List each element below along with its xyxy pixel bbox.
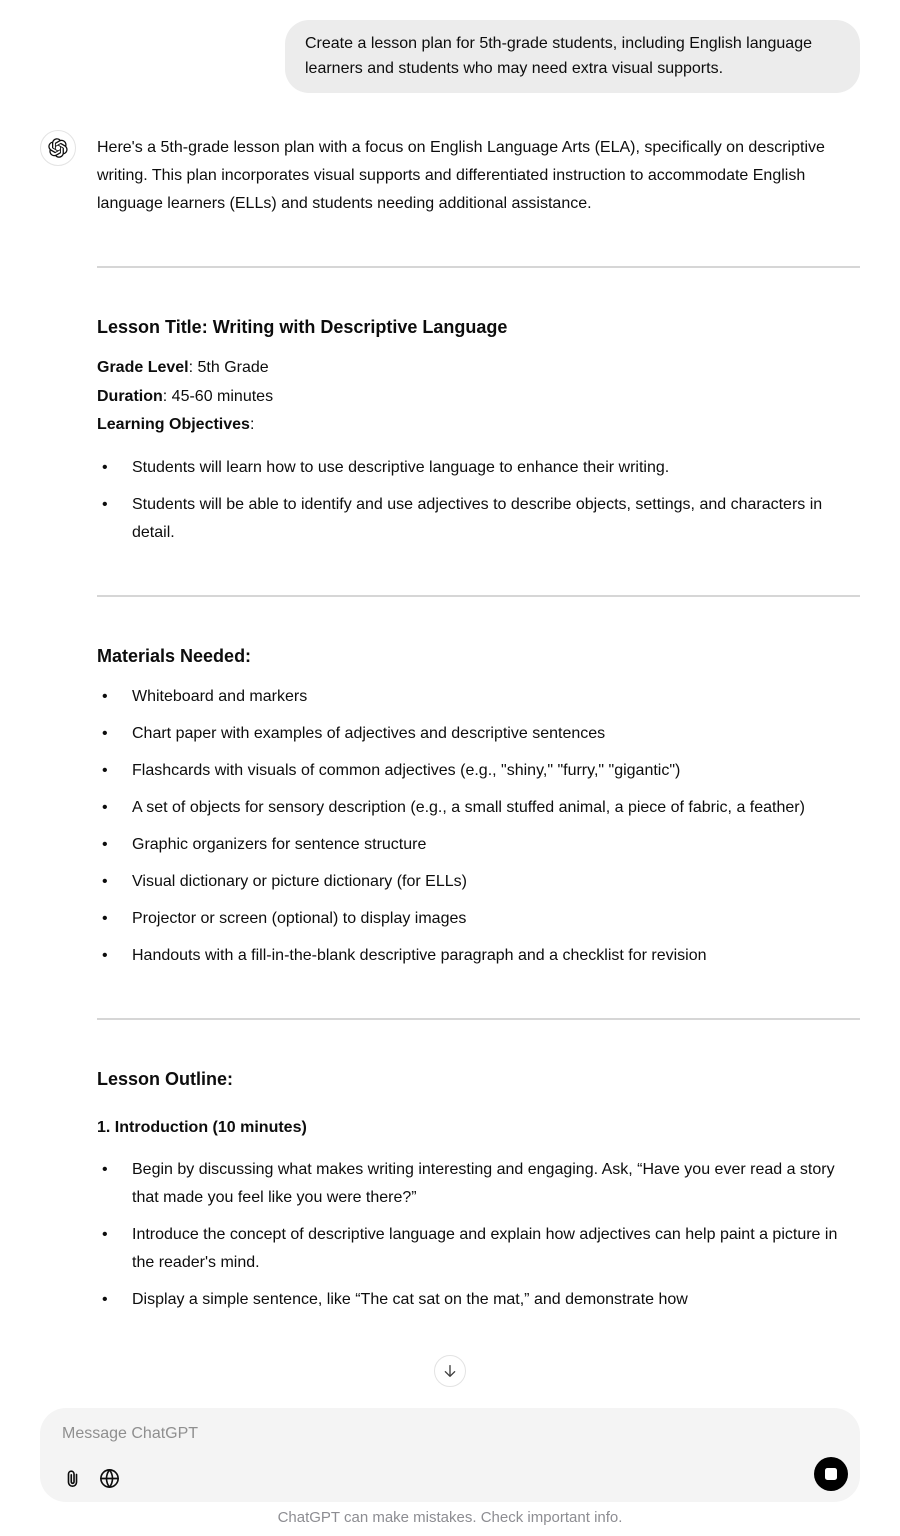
openai-logo-icon — [40, 130, 76, 166]
list-item: • A set of objects for sensory description (e.g., a small stuffed animal, a piece of fabric, a feather) — [97, 794, 860, 822]
assistant-message-content — [97, 130, 860, 1323]
user-message-bubble — [285, 20, 860, 93]
lesson-title-heading: Lesson Title: Writing with Descriptive Language — [97, 317, 508, 337]
grade-level-label: Grade Level — [97, 359, 189, 376]
scroll-to-bottom-button[interactable] — [434, 1355, 466, 1387]
disclaimer-text: ChatGPT can make mistakes. Check important info. — [277, 1509, 623, 1526]
list-item: • Visual dictionary or picture dictionary (for ELLs) — [97, 868, 860, 896]
attach-file-button[interactable] — [60, 1466, 84, 1490]
paperclip-icon — [62, 1468, 83, 1489]
section-divider — [97, 1018, 860, 1020]
list-item: • Flashcards with visuals of common adjectives (e.g., "shiny," "furry," "gigantic") — [97, 757, 860, 785]
duration-value: : 45-60 minutes — [162, 387, 274, 405]
list-item: • Students will learn how to use descriptive language to enhance their writing. — [97, 454, 860, 482]
outline-list — [97, 1156, 860, 1314]
arrow-down-icon — [442, 1363, 458, 1379]
stop-square-icon — [825, 1468, 837, 1480]
objectives-list — [97, 454, 860, 547]
section-divider — [97, 266, 860, 268]
composer-toolbar — [60, 1466, 121, 1490]
list-item: • Chart paper with examples of adjectives and descriptive sentences — [97, 720, 860, 748]
message-input[interactable] — [62, 1425, 702, 1449]
duration-label: Duration — [97, 387, 163, 405]
conversation-thread — [40, 0, 860, 1323]
list-item: • Introduce the concept of descriptive language and explain how adjectives can help paint a picture in the reader's mind. — [97, 1221, 860, 1277]
list-item: • Projector or screen (optional) to display images — [97, 905, 860, 933]
objectives-colon: : — [249, 416, 255, 433]
list-item: • Students will be able to identify and use adjectives to describe objects, settings, and characters in detail. — [97, 491, 860, 547]
list-item: • Begin by discussing what makes writing interesting and engaging. Ask, “Have you ever read a story that made you feel like you were there?” — [97, 1156, 860, 1212]
outline-heading: Lesson Outline: — [97, 1068, 234, 1089]
list-item: • Whiteboard and markers — [97, 683, 860, 711]
user-message-text: Create a lesson plan for 5th-grade students, including English language learners and students who may need extra visual supports. — [305, 35, 812, 77]
user-message-row — [40, 0, 860, 93]
stop-generating-button[interactable] — [814, 1457, 848, 1491]
section-divider — [97, 595, 860, 597]
search-web-button[interactable] — [97, 1466, 121, 1490]
assistant-intro-paragraph: Here's a 5th-grade lesson plan with a focus on English Language Arts (ELA), specifically on descriptive writing. This plan incorporates visual supports and differentiated instruction to accommodate English language learners (ELLs) and students needing additional assistance. — [97, 139, 825, 212]
materials-list — [97, 683, 860, 970]
list-item: • Graphic organizers for sentence structure — [97, 831, 860, 859]
globe-icon — [98, 1467, 121, 1490]
objectives-label: Learning Objectives — [97, 416, 250, 433]
list-item: • Handouts with a fill-in-the-blank descriptive paragraph and a checklist for revision — [97, 942, 860, 970]
assistant-message-row — [40, 130, 860, 1323]
outline-subheading: 1. Introduction (10 minutes) — [97, 1118, 307, 1136]
message-composer — [40, 1408, 860, 1502]
materials-heading: Materials Needed: — [97, 645, 252, 666]
lesson-meta — [97, 354, 860, 440]
grade-level-value: : 5th Grade — [188, 359, 269, 376]
list-item: • Display a simple sentence, like “The cat sat on the mat,” and demonstrate how — [97, 1286, 860, 1314]
